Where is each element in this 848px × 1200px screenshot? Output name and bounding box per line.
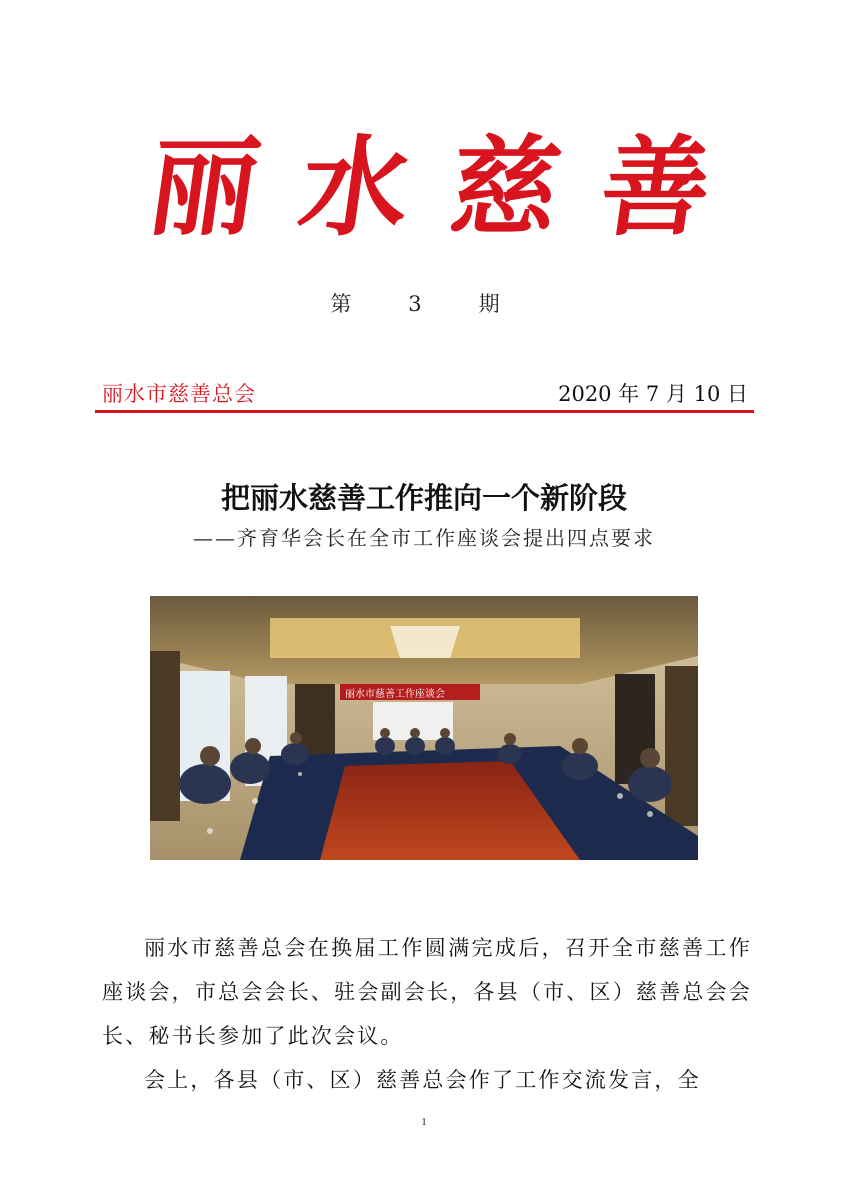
organization-name: 丽水市慈善总会 <box>102 382 256 406</box>
article-title: 把丽水慈善工作推向一个新阶段 <box>220 481 627 515</box>
page-number: 1 <box>421 1116 427 1128</box>
article-body <box>102 926 752 1102</box>
masthead-char: 水 <box>291 125 418 251</box>
header-divider <box>95 410 754 413</box>
paragraph: 丽水市慈善总会在换届工作圆满完成后，召开全市慈善工作座谈会，市总会会长、驻会副会长，各县（市、区）慈善总会会长、秘书长参加了此次会议。 <box>102 936 752 1048</box>
paragraph: 会上，各县（市、区）慈善总会作了工作交流发言，全 <box>144 1068 701 1092</box>
masthead-title <box>141 118 719 258</box>
issue-date: 2020 年 7 月 10 日 <box>558 382 748 406</box>
photo-banner: 丽水市慈善工作座谈会 <box>345 689 445 700</box>
masthead-char: 善 <box>593 125 719 251</box>
issue-label: 第 3 期 <box>330 292 518 316</box>
article-subtitle: ——齐育华会长在全市工作座谈会提出四点要求 <box>193 526 655 550</box>
masthead-char: 慈 <box>442 125 569 251</box>
meeting-photo <box>150 596 698 860</box>
masthead-char: 丽 <box>141 125 267 251</box>
issue-number <box>0 288 848 318</box>
